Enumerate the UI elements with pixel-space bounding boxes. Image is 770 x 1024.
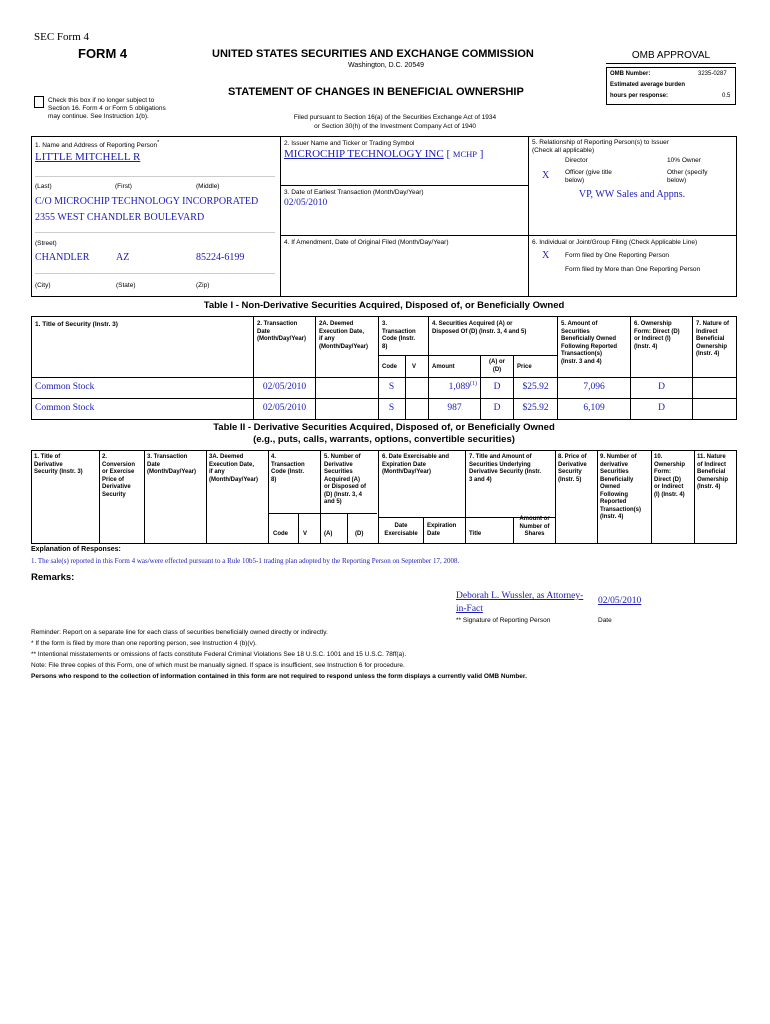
omb-number-value: 3235-0287 [698, 71, 727, 77]
header-line: 6. Date Exercisable and [382, 454, 450, 460]
one-person-check-mark: X [542, 250, 550, 261]
t2-sub-date-exercisable [379, 523, 423, 538]
header-line: 2. [102, 454, 108, 460]
t1-price: $25.92 [522, 382, 549, 392]
other-option-line: Other (specify [667, 169, 708, 176]
header-line: Disposed Of (D) (Instr. 3, 4 and 5) [432, 328, 527, 335]
footer-misstatements: ** Intentional misstatements or omissions of facts constitute Federal Criminal Violations See 18 U.S.C. 1001 and 15 U.S.C. 78ff(a). [31, 651, 407, 658]
signature-line: in-Fact [456, 604, 483, 614]
t1-col-transaction-date [257, 321, 306, 344]
header-line: 8. Price of [558, 454, 587, 460]
header-line: Code (Instr. [271, 469, 305, 475]
header-line: Beneficially Owned [561, 336, 617, 342]
header-line: 4. Securities Acquired (A) or [432, 321, 513, 327]
header-line: Expiration [427, 523, 457, 529]
filing-type-label: 6. Individual or Joint/Group Filing (Check Applicable Line) [532, 239, 698, 246]
city-caption: (City) [35, 282, 51, 289]
t2-sub-expiration-date [427, 523, 456, 538]
header-line: (Instr. 4) [600, 514, 624, 520]
header-line: Ownership [654, 461, 686, 468]
header-line: Amount or [519, 516, 550, 522]
header-line: Beneficially [600, 476, 634, 483]
sec-form-label: SEC Form 4 [34, 31, 90, 43]
header-line: and 5) [324, 499, 342, 505]
footnote-ref[interactable]: (1) [470, 381, 477, 387]
relationship-label-line: (Check all applicable) [532, 146, 595, 154]
other-option [667, 169, 707, 184]
earliest-transaction-date: 02/05/2010 [284, 198, 328, 208]
t2-col-number-owned [600, 454, 641, 522]
header-line: Beneficial [697, 469, 726, 475]
ten-percent-owner-option: 10% Owner [667, 157, 701, 164]
explanation-note: 1. The sale(s) reported in this Form 4 was/were effected pursuant to a Rule 10b5-1 trading plan adopted by the Reporting Person on September 17, 2008. [31, 557, 460, 565]
t1-sub-a-or-d [481, 359, 513, 374]
reporting-person-name[interactable]: LITTLE MITCHELL R [35, 151, 141, 163]
t2-col-transaction-date [147, 454, 196, 477]
filed-pursuant [255, 113, 535, 131]
officer-title: VP, WW Sales and Appns. [578, 189, 686, 200]
header-line: 2A. Deemed [319, 321, 354, 327]
t1-col-deemed-date [319, 321, 368, 351]
officer-option-line: Officer (give title [565, 169, 612, 176]
header-line: Owned [600, 484, 621, 490]
relationship-label [532, 139, 669, 154]
footer-omb-notice: Persons who respond to the collection of information contained in this form are not required to respond unless the form displays a currently valid OMB Number. [31, 673, 527, 680]
header-line: Following [600, 491, 628, 498]
state-value: AZ [116, 252, 130, 263]
header-line: of Indirect [697, 461, 727, 468]
t1-amount-owned: 7,096 [583, 382, 605, 392]
t1-sub-code: Code [382, 364, 397, 370]
header-line: Execution Date, [209, 461, 255, 468]
t1-col-title: 1. Title of Security (Instr. 3) [35, 321, 118, 328]
header-line: (Instr. 3 and 4) [561, 358, 602, 365]
header-line: Form: [654, 469, 671, 475]
filed-line: Filed pursuant to Section 16(a) of the Securities Exchange Act of 1934 [293, 114, 497, 121]
header-line: Ownership [697, 476, 729, 483]
header-line: (A) or [489, 359, 505, 365]
form-number: FORM 4 [78, 46, 128, 61]
table2-title-line: (e.g., puts, calls, warrants, options, convertible securities) [253, 434, 515, 445]
t1-transaction-date: 02/05/2010 [262, 382, 307, 392]
t1-col-ownership-form [634, 321, 680, 351]
t1-code: S [388, 403, 395, 413]
t1-acquired-disposed: D [493, 382, 501, 392]
checkbox-caption-line: Section 16. Form 4 or Form 5 obligations [48, 105, 166, 112]
filed-line: or Section 30(h) of the Investment Company Act of 1940 [314, 123, 476, 130]
header-line: Price of [102, 476, 125, 483]
t1-amount [429, 381, 477, 392]
t2-col-price [558, 454, 587, 484]
first-caption: (First) [115, 183, 132, 190]
header-line: 11. Nature [697, 454, 726, 460]
header-line: (Instr. 4) [696, 351, 720, 357]
header-line: Security [102, 491, 126, 498]
header-line: Securities [324, 469, 353, 475]
header-line: 1. Title of [34, 454, 61, 460]
header-line: Date [147, 461, 161, 468]
omb-hours-label: hours per response: [610, 93, 669, 99]
t1-amount-value: 1,089 [448, 382, 470, 393]
header-line: Derivative [558, 461, 587, 468]
t2-col-conversion-price [102, 454, 135, 499]
header-line: Date [394, 523, 408, 529]
header-line: (Month/Day/Year) [209, 476, 259, 483]
header-line: Securities [561, 328, 590, 335]
state-caption: (State) [116, 282, 136, 289]
t1-col-nature [696, 321, 729, 359]
middle-caption: (Middle) [196, 183, 220, 190]
t2-sub-a: (A) [324, 531, 333, 537]
table2-title-line: Table II - Derivative Securities Acquired, Disposed of, or Beneficially Owned [213, 422, 555, 433]
address-line-1: C/O MICROCHIP TECHNOLOGY INCORPORATED [35, 196, 259, 207]
omb-number-label: OMB Number: [610, 71, 651, 77]
t2-sub-v: V [303, 531, 308, 537]
header-line: 3 and 4) [469, 476, 492, 483]
t2-col-transaction-code [271, 454, 305, 484]
footer-note: Note: File three copies of this Form, one of which must be manually signed. If space is insufficient, see Instruction 6 for procedure. [31, 662, 405, 669]
header-line: 7. Nature of [696, 321, 730, 327]
header-line: Derivative [324, 461, 353, 468]
header-line: Shares [524, 531, 545, 537]
header-line: Securities [600, 469, 629, 475]
header-line: 6. Ownership [634, 321, 672, 327]
t2-col-number-derivative [324, 454, 366, 507]
header-line: (Instr. 5) [558, 476, 582, 483]
table1-title: Table I - Non-Derivative Securities Acquired, Disposed of, or Beneficially Owned [203, 300, 565, 311]
header-line: Following Reported [561, 343, 617, 350]
header-line: Date [257, 328, 271, 335]
header-line: Exercisable [384, 530, 418, 537]
checkbox-caption-line: may continue. See Instruction 1(b). [48, 113, 149, 120]
t2-col-deemed-date [209, 454, 258, 484]
header-line: (Instr. 4) [697, 484, 721, 490]
header-line: 8) [382, 343, 388, 350]
issuer-name: MICROCHIP TECHNOLOGY INC [ MCHP ] [284, 148, 484, 160]
header-line: 7. Title and Amount of [469, 454, 532, 460]
footer-instruction: * If the form is filed by more than one reporting person, see Instruction 4 (b)(v). [31, 640, 257, 647]
header-line: Ownership [696, 343, 728, 350]
header-line: Transaction [271, 461, 305, 468]
header-line: derivative [600, 461, 629, 468]
header-line: 3A. Deemed [209, 454, 244, 460]
issuer-label: 2. Issuer Name and Ticker or Trading Symbol [284, 140, 415, 147]
t1-col-securities-acquired [432, 321, 526, 336]
zip-caption: (Zip) [196, 282, 210, 289]
amendment-label: 4. If Amendment, Date of Original Filed (Month/Day/Year) [284, 239, 449, 246]
header-line: (Month/Day/Year) [257, 336, 307, 342]
issuer-link[interactable]: MICROCHIP TECHNOLOGY INC [284, 148, 444, 160]
one-reporting-person-option: Form filed by One Reporting Person [565, 252, 670, 259]
header-line: (D) [492, 366, 502, 373]
date-caption: Date [598, 617, 612, 624]
no-longer-subject-checkbox[interactable] [34, 96, 44, 108]
remarks-label: Remarks: [31, 572, 75, 583]
t1-col-amount-owned [561, 321, 617, 366]
header-line: 8) [271, 476, 277, 483]
t2-sub-code: Code [273, 531, 288, 537]
footer-reminder: Reminder: Report on a separate line for each class of securities beneficially owned directly or indirectly. [31, 629, 328, 636]
header-line: Derivative [34, 461, 63, 468]
t2-col-nature [697, 454, 728, 492]
header-line: 4. [271, 454, 277, 460]
director-option: Director [565, 157, 588, 164]
header-line: Expiration Date [382, 461, 427, 468]
header-line: if any [209, 469, 225, 475]
header-line: 2. Transaction [257, 321, 298, 327]
header-line: Code (Instr. [382, 336, 416, 342]
multiple-reporting-persons-option: Form filed by More than One Reporting Person [565, 266, 701, 273]
t1-transaction-date: 02/05/2010 [262, 403, 307, 413]
t1-sub-v: V [412, 364, 417, 370]
header-line: or Exercise [102, 469, 135, 475]
officer-option [565, 169, 612, 184]
t2-col-title [34, 454, 83, 477]
t1-sub-price: Price [517, 364, 532, 370]
header-line: or Indirect (I) [634, 336, 671, 342]
header-line: 5. Number of [324, 454, 361, 460]
header-line: Execution Date, [319, 328, 365, 335]
t1-sub-amount: Amount [432, 364, 455, 370]
header-line: Direct (D) [654, 476, 682, 483]
street-caption: (Street) [35, 240, 57, 247]
signature-caption: ** Signature of Reporting Person [456, 617, 551, 624]
header-line: Conversion [102, 461, 136, 468]
header-line: Indirect [696, 328, 718, 335]
officer-check-mark: X [542, 170, 550, 181]
relationship-label-line: 5. Relationship of Reporting Person(s) to Issuer [532, 139, 669, 146]
statement-title: STATEMENT OF CHANGES IN BENEFICIAL OWNERSHIP [228, 86, 524, 98]
commission-name: UNITED STATES SECURITIES AND EXCHANGE COMMISSION [212, 48, 534, 60]
officer-option-line: below) [565, 176, 585, 184]
header-line: (Month/Day/Year) [382, 469, 432, 475]
checkbox-caption [48, 97, 166, 121]
header-line: (Month/Day/Year) [147, 469, 197, 475]
header-line: Security [558, 469, 582, 475]
header-line: Acquired (A) [324, 476, 360, 483]
header-line: (Month/Day/Year) [319, 343, 369, 350]
header-line: Transaction [382, 328, 416, 335]
signature-name[interactable] [456, 590, 583, 616]
t2-col-exercisable-expiration [382, 454, 449, 477]
header-line: Beneficial [696, 336, 725, 342]
other-option-line: below) [667, 176, 687, 184]
header-line: Form: Direct (D) [634, 328, 680, 335]
commission-location: Washington, D.C. 20549 [348, 62, 425, 69]
header-line: (I) (Instr. 4) [654, 491, 685, 498]
header-line: Security (Instr. 3) [34, 469, 83, 475]
t1-acquired-disposed: D [493, 403, 501, 413]
header-line: (D) (Instr. 3, 4 [324, 491, 363, 498]
header-line: 3. [382, 321, 388, 327]
header-line: 5. Amount of [561, 321, 598, 327]
t1-amount: 987 [447, 403, 462, 413]
ticker-symbol: MCHP [452, 149, 477, 159]
t2-sub-title: Title [469, 531, 482, 537]
city-value: CHANDLER [35, 252, 90, 263]
reporting-person-label-text: 1. Name and Address of Reporting Person [35, 142, 158, 150]
header-line: Date [427, 530, 441, 537]
t1-col-transaction-code [382, 321, 416, 351]
t1-amount-owned: 6,109 [583, 403, 605, 413]
omb-approval-title: OMB APPROVAL [631, 50, 711, 61]
explanation-label: Explanation of Responses: [31, 546, 121, 553]
header-line: Securities Underlying [469, 461, 531, 468]
last-caption: (Last) [35, 183, 52, 190]
address-line-2: 2355 WEST CHANDLER BOULEVARD [35, 212, 205, 223]
zip-value: 85224-6199 [196, 252, 245, 263]
signature-date: 02/05/2010 [598, 596, 642, 606]
header-line: Transaction(s) [600, 506, 642, 513]
t1-security-title: Common Stock [35, 382, 95, 392]
header-line: (Instr. 4) [634, 343, 658, 350]
header-line: 9. Number of [600, 454, 637, 460]
reporting-person-label [35, 140, 159, 149]
t2-col-ownership-form [654, 454, 685, 499]
t2-sub-amount-shares [514, 516, 555, 539]
omb-burden-label: Estimated average burden [610, 82, 686, 88]
omb-hours-value: 0.5 [722, 93, 731, 99]
table2-title [31, 422, 737, 446]
header-line: Number of [519, 523, 550, 530]
header-line: Reported [600, 499, 627, 505]
signature-line: Deborah L. Wussler, as Attorney- [456, 591, 584, 601]
header-line: 3. Transaction [147, 454, 188, 460]
header-line: Derivative Security (Instr. [469, 469, 542, 475]
header-line: Transaction(s) [561, 351, 603, 357]
earliest-transaction-label: 3. Date of Earliest Transaction (Month/Day/Year) [284, 189, 424, 196]
t2-sub-d: (D) [355, 531, 364, 537]
header-line: 10. [654, 454, 663, 460]
header-line: if any [319, 336, 335, 342]
t1-ownership-form: D [658, 382, 665, 392]
header-line: Derivative [102, 484, 131, 490]
t1-code: S [388, 382, 395, 392]
checkbox-caption-line: Check this box if no longer subject to [48, 97, 155, 104]
header-line: or Disposed of [324, 484, 367, 490]
header-line: or Indirect [654, 484, 684, 490]
t2-col-underlying [469, 454, 541, 484]
t1-price: $25.92 [522, 403, 549, 413]
footnote-star: * [157, 140, 160, 146]
t1-ownership-form: D [658, 403, 665, 413]
t1-security-title: Common Stock [35, 403, 95, 413]
